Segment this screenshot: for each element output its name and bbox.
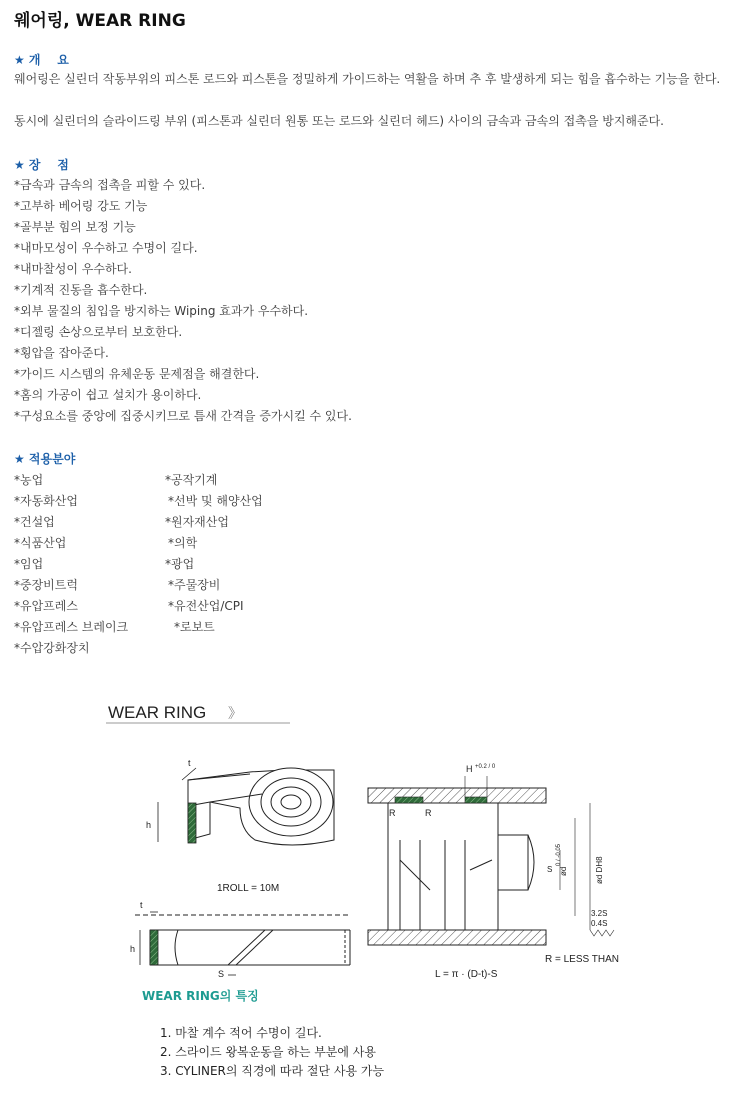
label-dDH8: ød DH8 <box>595 856 604 884</box>
overview-paragraph-1: 웨어링은 실린더 작동부위의 피스톤 로드와 피스톤을 정밀하게 가이드하는 역활을 하며 추 후 발생하게 되는 힘을 흡수하는 기능을 한다. <box>14 72 721 86</box>
features-title: WEAR RING의 특징 <box>142 989 259 1003</box>
label-R-left: R <box>389 808 396 818</box>
ring-groove-2 <box>465 797 487 803</box>
roughness-2: 0.4S <box>591 919 608 928</box>
roll-section-mark <box>188 803 196 843</box>
advantage-item: *구성요소를 중앙에 집중시키므로 틈새 간격을 증가시킬 수 있다. <box>14 409 352 423</box>
wear-ring-diagram <box>0 690 739 990</box>
advantage-item: *골부분 힘의 보정 기능 <box>14 220 136 234</box>
ring-groove-1 <box>395 797 423 803</box>
advantage-item: *횡압을 잡아준다. <box>14 346 109 360</box>
roll-drawing <box>146 758 334 894</box>
cylinder-section-drawing <box>368 764 619 980</box>
page-title: 웨어링, WEAR RING <box>14 11 186 31</box>
strip-label-h: h <box>130 944 136 954</box>
overview-paragraph-2: 동시에 실린더의 슬라이드링 부위 (피스톤과 실린더 원통 또는 로드와 실린더 헤드) 사이의 금속과 금속의 접촉을 방지해준다. <box>14 114 664 128</box>
roll-label-h: h <box>146 820 152 830</box>
advantage-item: *가이드 시스템의 유체운동 문제점을 해결한다. <box>14 367 260 381</box>
application-item: *유압프레스 <box>14 599 78 613</box>
application-item: *유압프레스 브레이크 <box>14 620 129 634</box>
application-item: *수압강화장치 <box>14 641 90 655</box>
overview-heading: ★ 개 요 <box>14 53 69 67</box>
strip-label-t: t <box>140 900 143 910</box>
feature-item: 2. 스라이드 왕복운동을 하는 부분에 사용 <box>160 1045 376 1059</box>
application-item: *임업 <box>14 557 44 571</box>
label-d-tolerance: 0 / -0.05 <box>556 843 562 866</box>
label-H-tolerance: +0.2 / 0 <box>475 764 496 770</box>
feature-item: 3. CYLINER의 직경에 따라 절단 사용 가능 <box>160 1064 385 1078</box>
roll-label: 1ROLL = 10M <box>217 883 280 894</box>
advantage-item: *홈의 가공이 쉽고 설치가 용이하다. <box>14 388 202 402</box>
advantage-item: *내마모성이 우수하고 수명이 길다. <box>14 241 198 255</box>
r-note: R = LESS THAN <box>545 954 620 965</box>
strip-drawing <box>130 900 350 979</box>
advantage-item: *기계적 진동을 흡수한다. <box>14 283 148 297</box>
label-S: S <box>547 865 553 874</box>
label-H: H <box>466 764 473 774</box>
advantage-item: *외부 물질의 침입을 방지하는 Wiping 효과가 우수하다. <box>14 304 309 318</box>
application-item: *농업 <box>14 473 44 487</box>
formula: L = π · (D-t)-S <box>435 969 498 980</box>
diagram-heading-arrow: 》 <box>228 705 242 721</box>
advantage-item: *금속과 금속의 접촉을 피할 수 있다. <box>14 178 206 192</box>
label-d: ød <box>559 866 568 876</box>
strip-section-mark <box>150 930 158 965</box>
roughness-1: 3.2S <box>591 909 608 918</box>
advantages-heading: ★ 장 점 <box>14 158 69 172</box>
feature-item: 1. 마찰 계수 적어 수명이 길다. <box>160 1026 322 1040</box>
application-item: *의학 <box>168 536 198 550</box>
application-item: *건설업 <box>14 515 55 529</box>
advantage-item: *내마찰성이 우수하다. <box>14 262 132 276</box>
application-item: *로보트 <box>174 620 215 634</box>
application-item: *선박 및 해양산업 <box>168 494 263 508</box>
roll-label-t: t <box>188 758 191 768</box>
application-item: *자동화산업 <box>14 494 78 508</box>
advantage-item: *고부하 베어링 강도 기능 <box>14 199 148 213</box>
application-item: *주물장비 <box>168 578 221 592</box>
application-item: *광업 <box>165 557 195 571</box>
label-R-right: R <box>425 808 432 818</box>
application-item: *중장비트럭 <box>14 578 78 592</box>
applications-heading: ★ 적용분야 <box>14 452 76 466</box>
application-item: *원자재산업 <box>165 515 229 529</box>
strip-label-s: S <box>218 969 225 979</box>
application-item: *유전산업/CPI <box>168 599 244 613</box>
advantage-item: *디젤링 손상으로부터 보호한다. <box>14 325 183 339</box>
application-item: *공작기계 <box>165 473 218 487</box>
diagram-heading: WEAR RING <box>108 703 207 722</box>
application-item: *식품산업 <box>14 536 67 550</box>
